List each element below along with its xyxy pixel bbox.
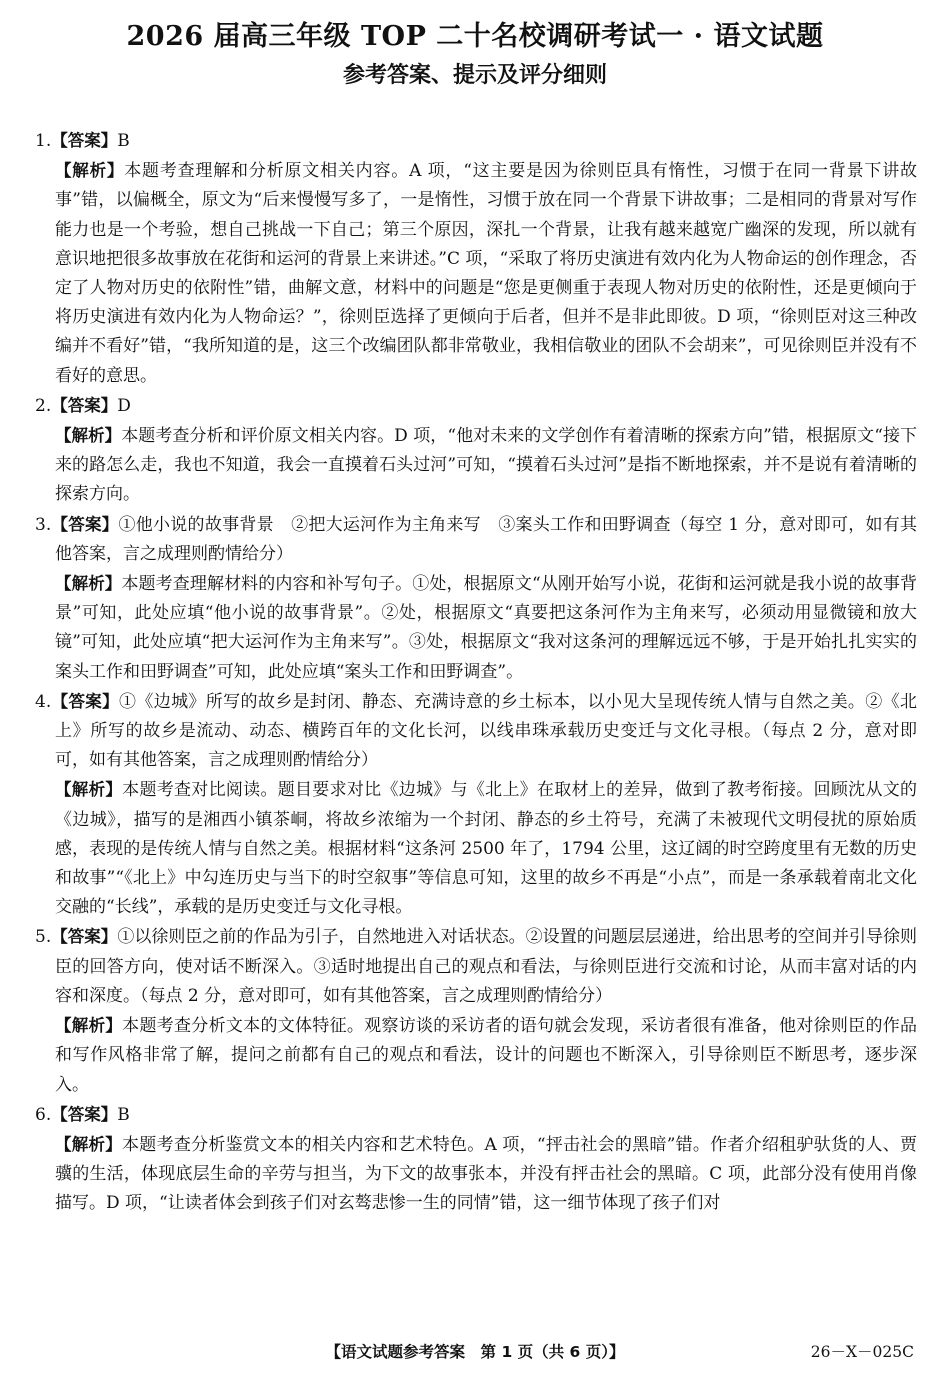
- analysis-text: 本题考查对比阅读。题目要求对比《边城》与《北上》在取材上的差异，做到了教考衔接。回顾沈从文的《边城》，描写的是湘西小镇茶峒，将故乡浓缩为一个封闭、静态的乡土符号，充满了未被现代文明侵扰的原始质感，表现的是传统人情与自然之美。根据材料“这条河 2500 年了，1794 公里，这辽阔的时空跨度里有无数的历史和故事”“《北上》中勾连历史与当下的时空叙事”等信息可知，这里的故乡不再是“小点”，而是一条承载着南北文化交融的“长线”，承载的是历史变迁与文化寻根。: [55, 780, 918, 918]
- question-number: 4.: [35, 691, 52, 712]
- question-5: [35, 922, 917, 1099]
- footer-page-info: 【语文试题参考答案 第 1 页（共 6 页）】: [325, 1343, 625, 1361]
- question-1: [35, 126, 917, 391]
- answer-list: [35, 126, 917, 1219]
- analysis-tag: 【解析】: [55, 574, 122, 594]
- question-4: [35, 687, 917, 923]
- question-number: 3.: [35, 514, 52, 535]
- question-number: 6.: [35, 1104, 52, 1125]
- question-2: [35, 391, 917, 510]
- answer-line: [35, 391, 917, 421]
- answer-tag: 【答案】: [51, 395, 118, 415]
- answer-line: [35, 1100, 917, 1130]
- answer-tag: 【答案】: [51, 927, 118, 947]
- analysis-paragraph: [35, 569, 917, 687]
- answer-tag: 【答案】: [51, 514, 119, 534]
- answer-line: [35, 126, 917, 156]
- question-number: 1.: [35, 131, 52, 151]
- footer-exam-code: 26－X－025C: [810, 1343, 914, 1361]
- analysis-tag: 【解析】: [55, 1134, 123, 1154]
- answer-text: B: [117, 131, 130, 151]
- analysis-tag: 【解析】: [55, 426, 122, 446]
- answer-text: B: [117, 1104, 130, 1125]
- analysis-paragraph: [35, 775, 917, 922]
- answer-tag: 【答案】: [51, 131, 118, 150]
- answer-line: [35, 510, 917, 569]
- page-footer: [0, 1338, 950, 1364]
- question-number: 2.: [35, 395, 52, 416]
- analysis-tag: 【解析】: [55, 161, 125, 181]
- page-title: 2026 届高三年级 TOP 二十名校调研考试一 · 语文试题: [126, 21, 824, 52]
- analysis-paragraph: [35, 421, 917, 510]
- answer-text: ①以徐则臣之前的作品为引子，自然地进入对话状态。②设置的问题层层递进，给出思考的空间并引导徐则臣的回答方向，使对话不断深入。③适时地提出自己的观点和看法，与徐则臣进行交流和讨论，从而丰富对话的内容和深度。（每点 2 分，意对即可，如有其他答案，言之成理则酌情给分）: [55, 927, 918, 1006]
- answer-text: ①他小说的故事背景 ②把大运河作为主角来写 ③案头工作和田野调查（每空 1 分，意对即可，如有其他答案，言之成理则酌情给分）: [55, 514, 918, 564]
- analysis-text: 本题考查分析文本的文体特征。观察访谈的采访者的语句就会发现，采访者很有准备，他对徐则臣的作品和写作风格非常了解，提问之前都有自己的观点和看法，设计的问题也不断深入，引导徐则臣不断思考，逐步深入。: [55, 1016, 918, 1095]
- page-subtitle: 参考答案、提示及评分细则: [342, 63, 607, 88]
- analysis-text: 本题考查分析鉴赏文本的相关内容和艺术特色。A 项，“抨击社会的黑暗”错。作者介绍租驴驮货的人、贾骥的生活，体现底层生命的辛劳与担当，为下文的故事张本，并没有抨击社会的黑暗。C 项，此部分没有使用肖像描写。D 项，“让读者体会到孩子们对玄骜悲惨一生的同情”错，这一细节体现了孩子们对: [55, 1134, 918, 1214]
- analysis-paragraph: [35, 1130, 917, 1219]
- answer-line: [35, 922, 917, 1011]
- analysis-text: 本题考查理解材料的内容和补写句子。①处，根据原文“从刚开始写小说，花街和运河就是我小说的故事背景”可知，此处应填“他小说的故事背景”。②处，根据原文“真要把这条河作为主角来写，必须动用显微镜和放大镜”可知，此处应填“把大运河作为主角来写”。③处，根据原文“我对这条河的理解远远不够，于是开始扎扎实实的案头工作和田野调查”可知，此处应填“案头工作和田野调查”。: [55, 574, 917, 682]
- analysis-text: 本题考查分析和评价原文相关内容。D 项，“他对未来的文学创作有着清晰的探索方向”错，根据原文“接下来的路怎么走，我也不知道，我会一直摸着石头过河”可知，“摸着石头过河”是指不断地探索，并不是说有着清晰的探索方向。: [55, 426, 918, 505]
- question-6: [35, 1100, 917, 1219]
- answer-tag: 【答案】: [51, 1104, 118, 1124]
- question-3: [35, 510, 917, 687]
- analysis-paragraph: [35, 1011, 917, 1100]
- answer-text: D: [117, 395, 131, 416]
- analysis-paragraph: [35, 156, 917, 391]
- answer-line: [35, 687, 917, 776]
- analysis-text: 本题考查理解和分析原文相关内容。A 项，“这主要是因为徐则臣具有惰性，习惯于在同一背景下讲故事”错，以偏概全，原文为“后来慢慢写多了，一是惰性，习惯于放在同一个背景下讲故事；二是相同的背景对写作能力也是一个考验，想自己挑战一下自己；第三个原因，深扎一个背景，让我有越来越宽广幽深的发现，所以就有意识地把很多故事放在花街和运河的背景上来讲述。”C 项，“采取了将历史演进有效内化为人物命运的创作理念，否定了人物对历史的依附性”错，曲解文意，材料中的问题是“您是更侧重于表现人物对历史的依附性，还是更倾向于将历史演进有效内化为人物命运？”，徐则臣选择了更倾向于后者，但并不是非此即彼。D 项，“徐则臣对这三种改编并不看好”错，“我所知道的是，这三个改编团队都非常敬业，我相信敬业的团队不会胡来”，可见徐则臣并没有不看好的意思。: [55, 161, 917, 386]
- answer-tag: 【答案】: [51, 691, 120, 711]
- answer-text: ①《边城》所写的故乡是封闭、静态、充满诗意的乡土标本，以小见大呈现传统人情与自然之美。②《北上》所写的故乡是流动、动态、横跨百年的文化长河，以线串珠承载历史变迁与文化寻根。（每点 2 分，意对即可，如有其他答案，言之成理则酌情给分）: [55, 691, 918, 771]
- analysis-tag: 【解析】: [55, 1016, 123, 1036]
- analysis-tag: 【解析】: [55, 780, 123, 800]
- question-number: 5.: [35, 927, 52, 948]
